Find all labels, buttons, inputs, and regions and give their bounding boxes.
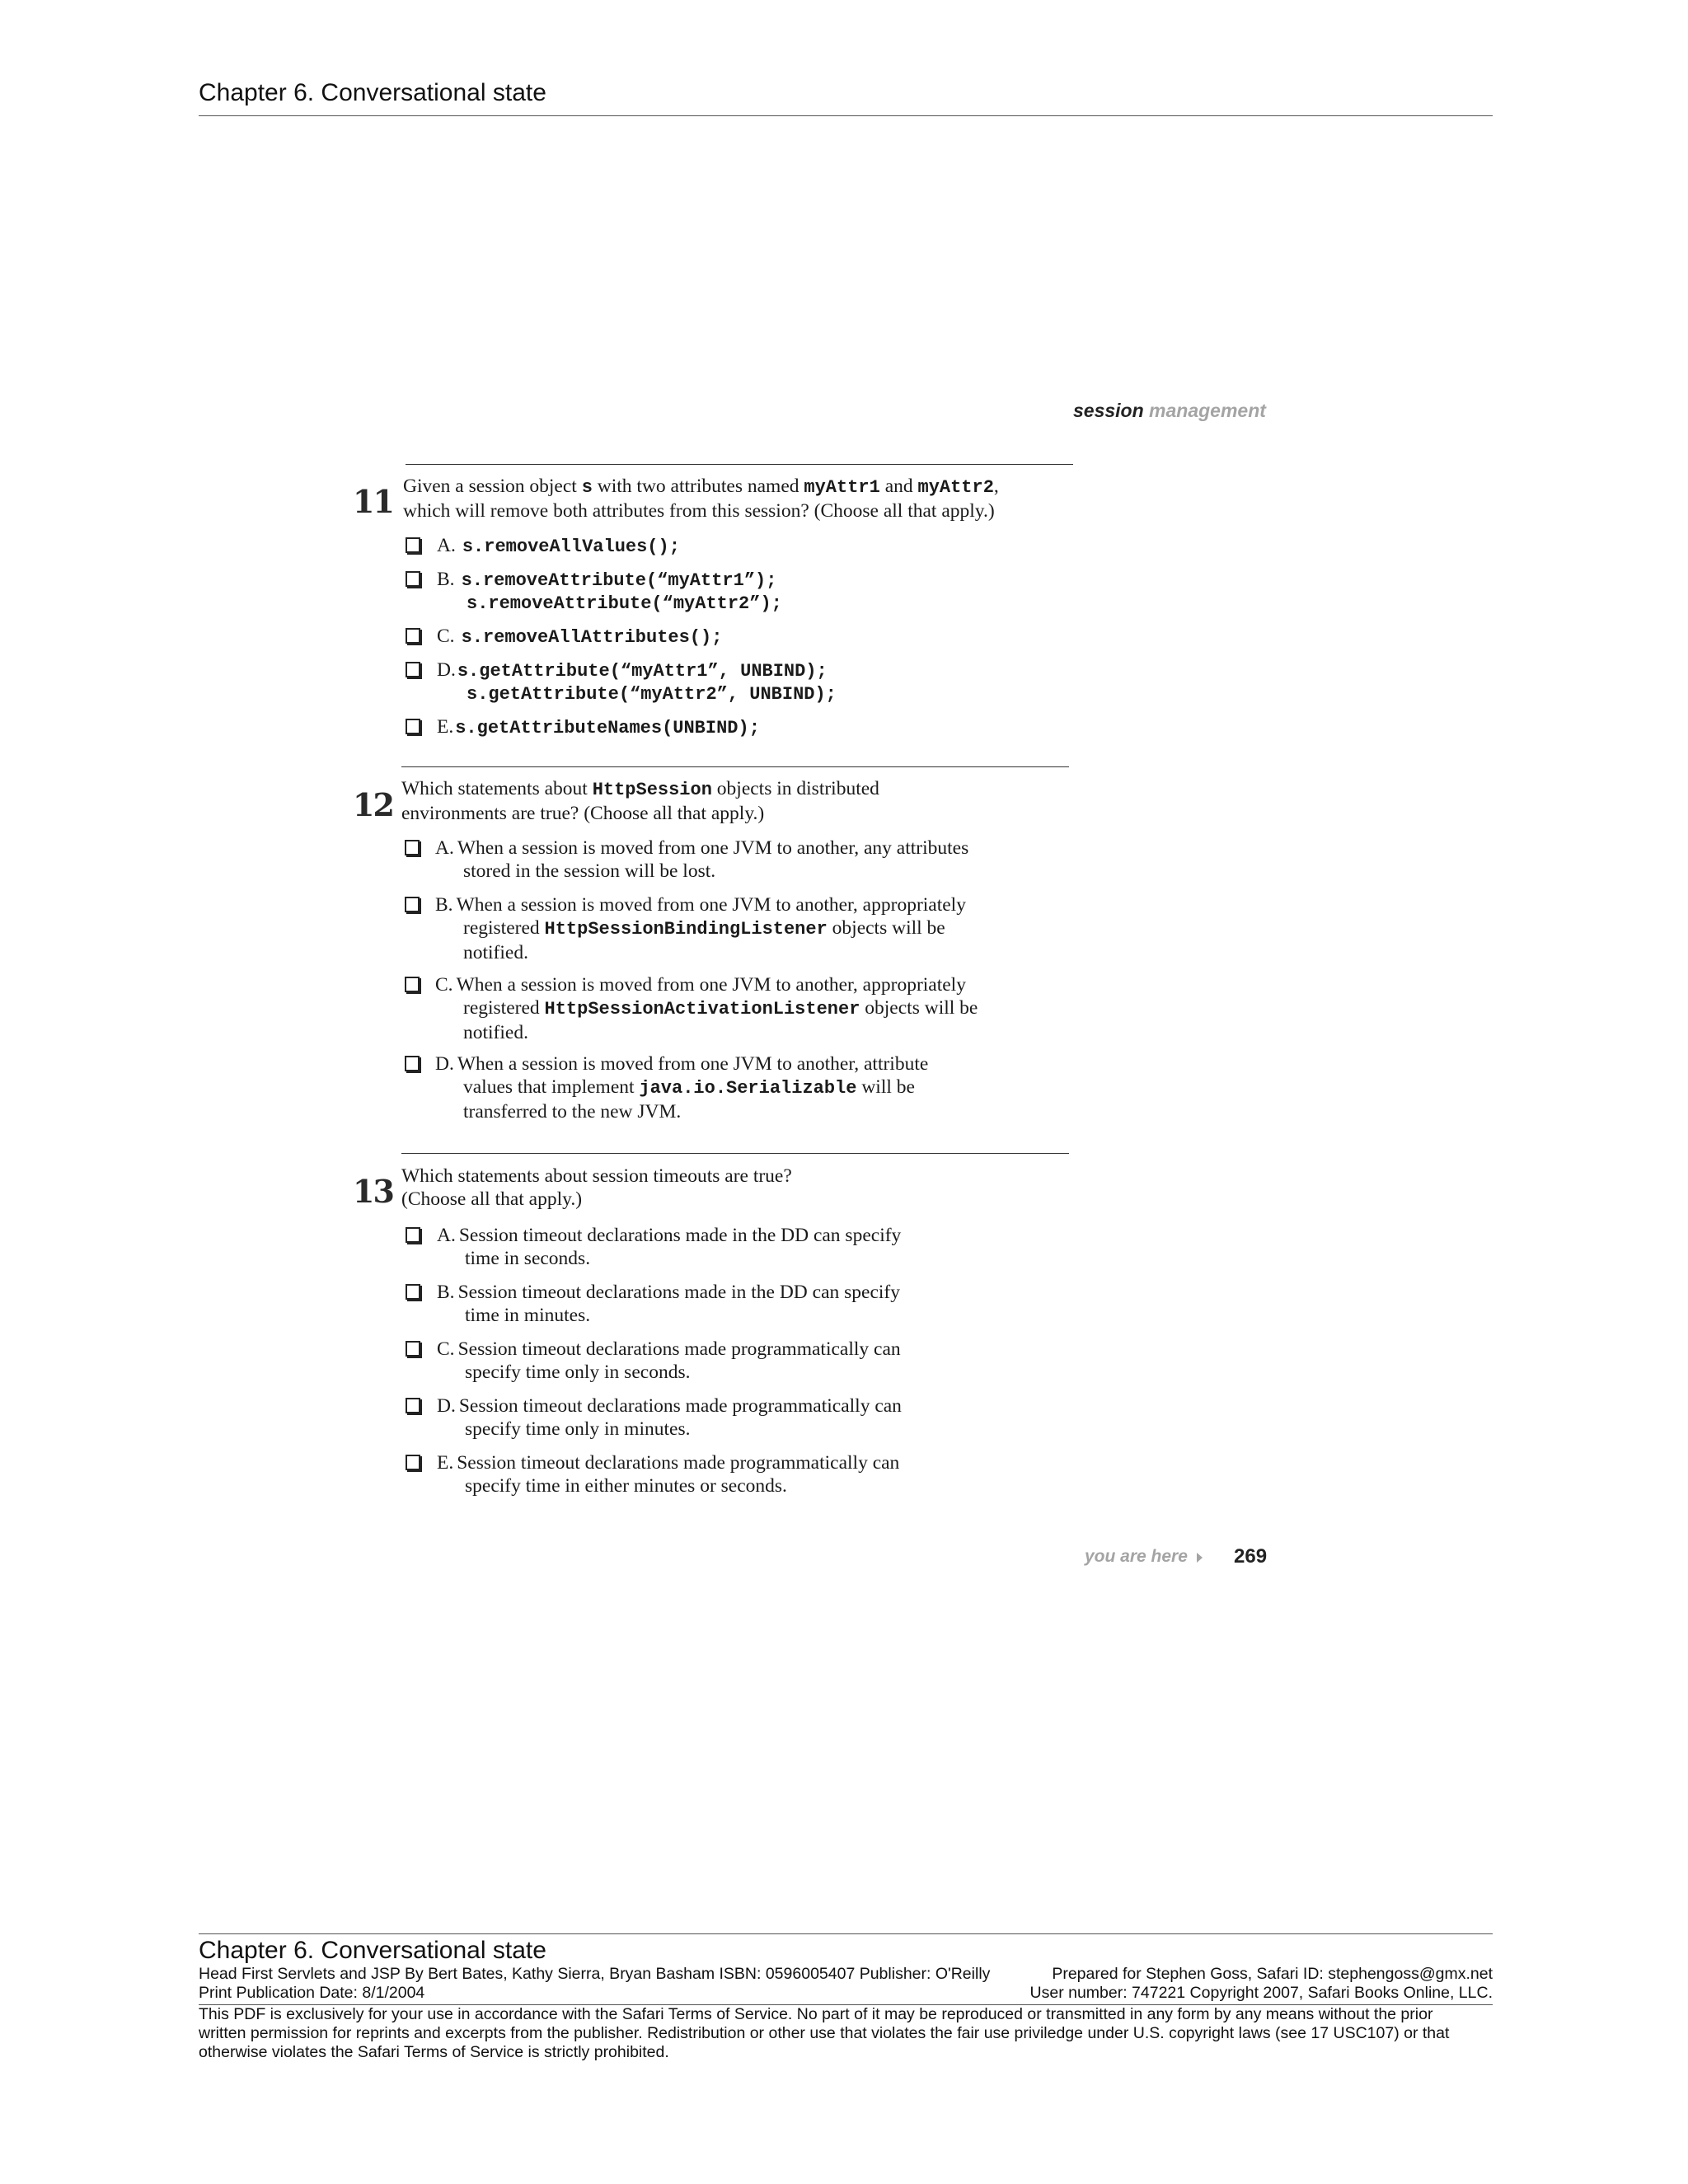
checkbox-icon[interactable] — [405, 1056, 420, 1071]
footer-pub-row — [199, 1984, 1493, 2003]
checkbox-icon[interactable] — [406, 662, 420, 677]
checkbox-icon[interactable] — [406, 1398, 420, 1413]
checkbox-icon[interactable] — [406, 571, 420, 587]
q11-prompt-line1: Given a session object s with two attributes named myAttr1 and myAttr2, — [403, 476, 999, 498]
q11-number: 11 — [353, 483, 393, 520]
checkbox-icon[interactable] — [406, 1341, 420, 1357]
q13-rule — [401, 1153, 1069, 1154]
footer-notice-line3: otherwise violates the Safari Terms of Service is strictly prohibited. — [199, 2043, 669, 2061]
checkbox-icon[interactable] — [406, 628, 420, 644]
checkbox-icon[interactable] — [405, 977, 420, 992]
section-tag-light: management — [1149, 400, 1266, 421]
q13-prompt-line2: (Choose all that apply.) — [401, 1188, 583, 1210]
header-rule — [199, 115, 1493, 116]
footer-notice-line2: written permission for reprints and excerpts from the publisher. Redistribution or other use that violates the fair use priviledge under U.S. copyright laws (see 17 USC107) or that — [199, 2024, 1450, 2042]
you-are-here-label: you are here — [1085, 1547, 1188, 1566]
q13-prompt — [401, 1165, 792, 1211]
section-tag-bold: session — [1073, 400, 1144, 421]
footer-pub-date: Print Publication Date: 8/1/2004 — [199, 1984, 425, 2002]
page-number: 269 — [1234, 1545, 1268, 1568]
q13-number: 13 — [353, 1173, 393, 1210]
checkbox-icon[interactable] — [405, 840, 420, 855]
section-tag — [1073, 400, 1266, 422]
checkbox-icon[interactable] — [405, 897, 420, 912]
footer-prepared-for: Prepared for Stephen Goss, Safari ID: stephengoss@gmx.net — [1052, 1965, 1493, 1983]
q11-prompt — [403, 475, 999, 523]
footer-chapter: Chapter 6. Conversational state — [199, 1937, 546, 1964]
q12-prompt-line2: environments are true? (Choose all that apply.) — [401, 803, 765, 824]
checkbox-icon[interactable] — [406, 1284, 420, 1300]
q12-prompt — [401, 777, 879, 825]
q12-number: 12 — [353, 786, 393, 823]
checkbox-icon[interactable] — [406, 537, 420, 553]
footer-user-number: User number: 747221 Copyright 2007, Safari Books Online, LLC. — [1029, 1984, 1493, 2002]
q11-rule — [406, 464, 1073, 465]
footer-book-row — [199, 1965, 1493, 1984]
q11-prompt-line2: which will remove both attributes from this session? (Choose all that apply.) — [403, 500, 995, 522]
checkbox-icon[interactable] — [406, 1227, 420, 1243]
checkbox-icon[interactable] — [406, 719, 420, 734]
footer-notice — [199, 2005, 1493, 2062]
running-header: Chapter 6. Conversational state — [199, 79, 546, 106]
footer-notice-line1: This PDF is exclusively for your use in accordance with the Safari Terms of Service. No part of it may be reproduced or transmitted in any form by any means without the prior — [199, 2005, 1433, 2023]
arrow-right-icon — [1197, 1553, 1203, 1563]
q13-prompt-line1: Which statements about session timeouts are true? — [401, 1165, 792, 1187]
checkbox-icon[interactable] — [406, 1455, 420, 1470]
q12-rule — [401, 766, 1069, 767]
footer-top-rule — [199, 1933, 1493, 1934]
footer-book-info: Head First Servlets and JSP By Bert Bates, Kathy Sierra, Bryan Basham ISBN: 0596005407 Publisher: O'Reilly — [199, 1965, 991, 1983]
q12-prompt-line1: Which statements about HttpSession objects in distributed — [401, 778, 879, 800]
